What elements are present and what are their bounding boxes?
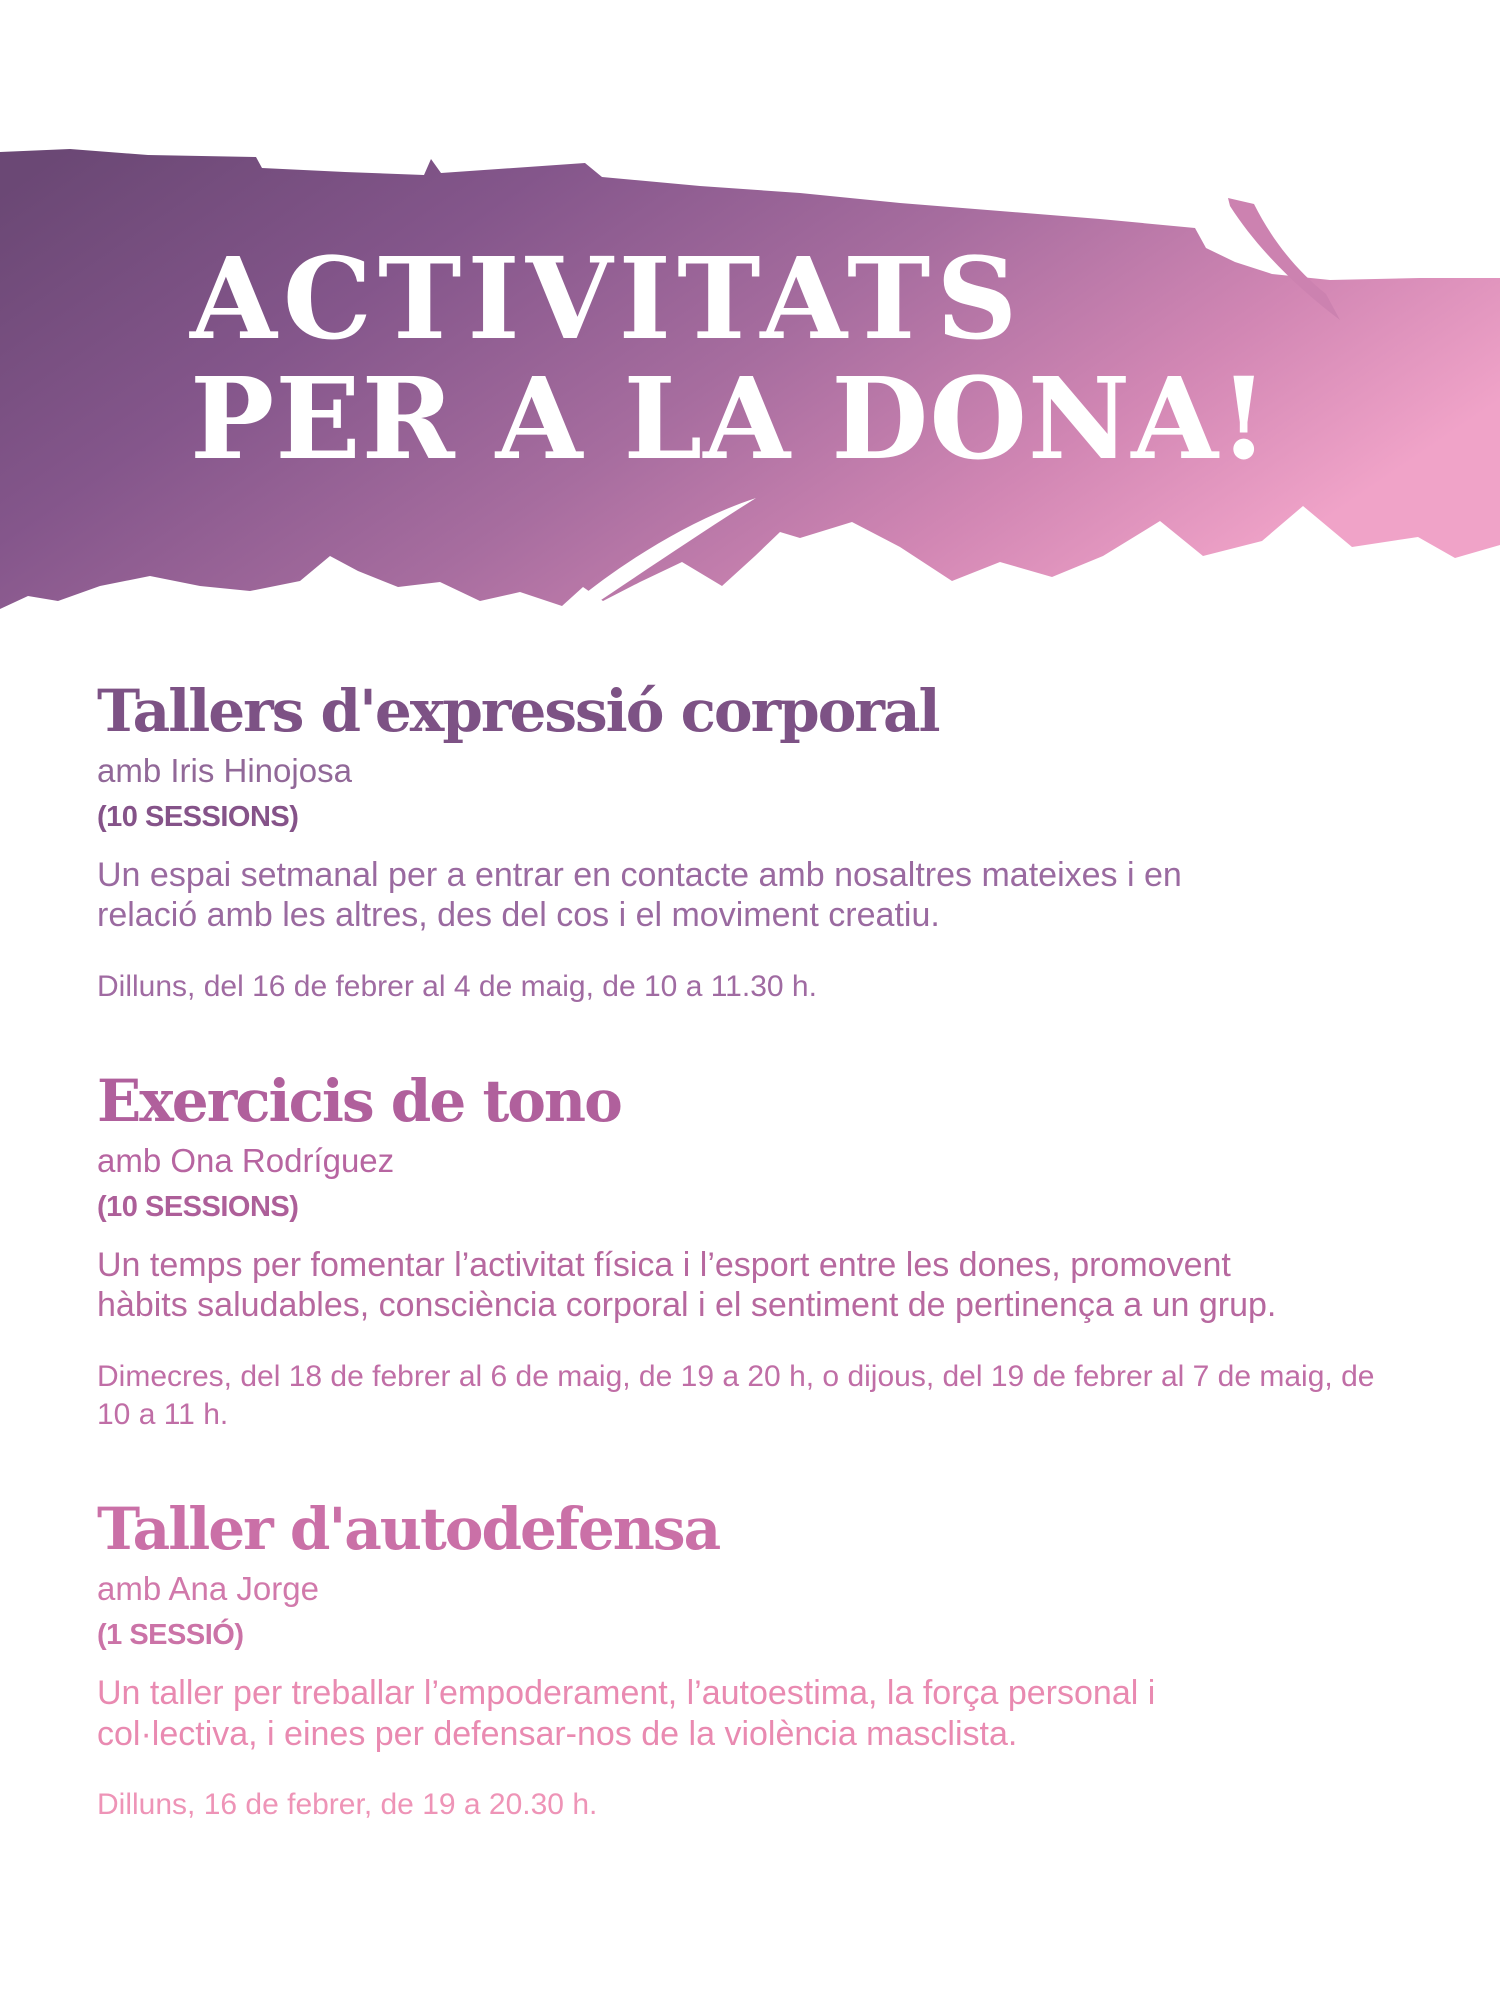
activity-section-exercicis-tono xyxy=(97,1067,1400,1433)
activity-title: Exercicis de tono xyxy=(97,1067,621,1136)
poster-title-line2: PER A LA DONA! xyxy=(190,354,1270,485)
activity-sessions-count: (10 SESSIONS) xyxy=(97,1191,299,1224)
activity-schedule: Dimecres, del 18 de febrer al 6 de maig, de 19 a 20 h, o dijous, del 19 de febrer al 7 de maig, de 10 a 11 h. xyxy=(97,1359,1375,1431)
poster-title-line1: ACTIVITATS xyxy=(190,234,1024,365)
activity-instructor: amb Iris Hinojosa xyxy=(97,751,352,789)
activity-instructor: amb Ana Jorge xyxy=(97,1570,319,1608)
activity-title: Tallers d'expressió corporal xyxy=(97,677,939,745)
activity-description: Un temps per fomentar l’activitat física i l’esport entre les dones, promovent hàbits saludables, consciència corporal i el sentiment de pertinença a un grup. xyxy=(97,1245,1277,1325)
activity-schedule: Dilluns, 16 de febrer, de 19 a 20.30 h. xyxy=(97,1787,598,1821)
activity-sessions-count: (1 SESSIÓ) xyxy=(97,1619,244,1652)
poster-title xyxy=(190,234,1270,485)
activity-description: Un espai setmanal per a entrar en contacte amb nosaltres mateixes i en relació amb les altres, des del cos i el moviment creatiu. xyxy=(97,855,1182,935)
activity-title: Taller d'autodefensa xyxy=(97,1495,720,1564)
activity-schedule: Dilluns, del 16 de febrer al 4 de maig, de 10 a 11.30 h. xyxy=(97,969,817,1003)
banner xyxy=(0,0,1500,625)
activity-description: Un taller per treballar l’empoderament, l’autoestima, la força personal i col·lectiva, i eines per defensar-nos de la violència masclista. xyxy=(97,1674,1156,1753)
activity-section-autodefensa xyxy=(97,1495,1400,1823)
activity-instructor: amb Ona Rodríguez xyxy=(97,1142,395,1180)
activities-list xyxy=(97,677,1400,1824)
activity-section-expressio-corporal xyxy=(97,677,1400,1005)
activity-sessions-count: (10 SESSIONS) xyxy=(97,800,299,833)
